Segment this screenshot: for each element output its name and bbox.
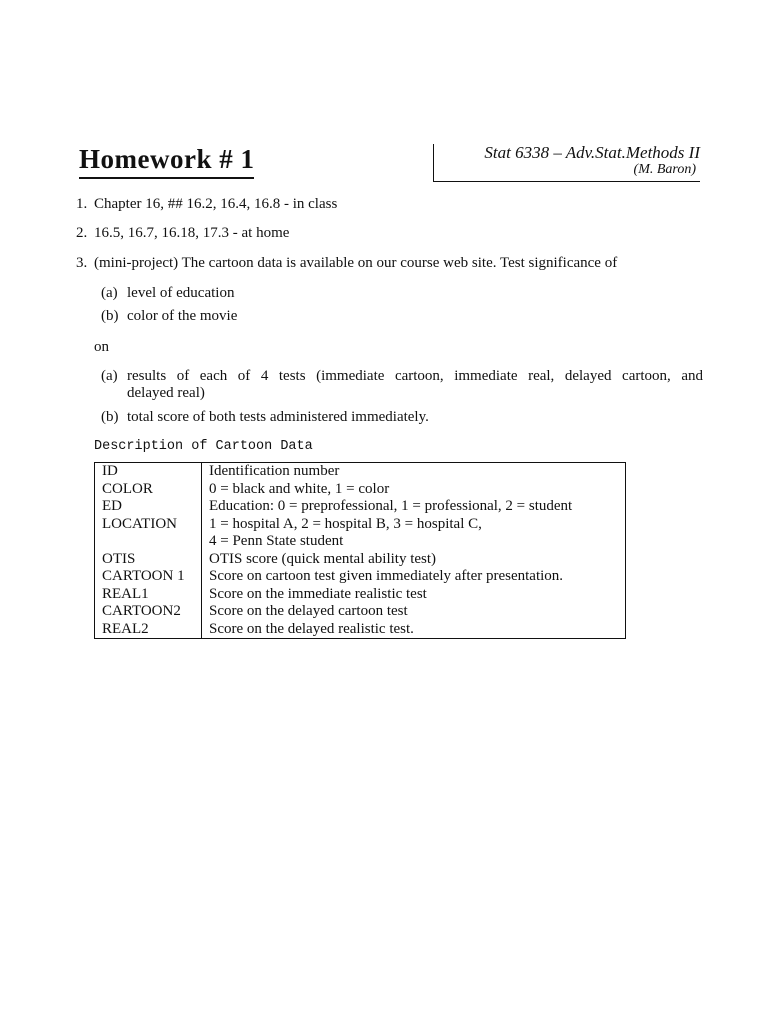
variable-description: OTIS score (quick mental ability test)	[209, 550, 437, 567]
factor-text: level of education	[127, 285, 235, 301]
variable-description: Score on the delayed cartoon test	[209, 603, 408, 619]
course-info-box	[433, 144, 700, 182]
variable-name: COLOR	[95, 481, 202, 499]
instructor-name: (M. Baron)	[633, 162, 696, 177]
table-row	[95, 568, 626, 586]
variable-description: Score on the immediate realistic test	[209, 585, 427, 602]
problem-number: 1.	[76, 196, 88, 212]
course-name: Stat 6338 – Adv.Stat.Methods II	[484, 143, 700, 162]
factor-text: color of the movie	[127, 308, 238, 324]
response-label: (a)	[101, 368, 118, 384]
table-row	[95, 498, 626, 516]
table-row	[95, 603, 626, 621]
problem-number: 3.	[76, 255, 88, 271]
table-row	[95, 586, 626, 604]
table-row	[95, 516, 626, 534]
response-label: (b)	[101, 409, 119, 425]
problem-number: 2.	[76, 225, 88, 241]
variable-name: ID	[95, 463, 202, 481]
table-caption: Description of Cartoon Data	[94, 439, 313, 454]
table-row	[95, 551, 626, 569]
page-title: Homework # 1	[79, 142, 254, 179]
variable-name: CARTOON 1	[95, 568, 202, 586]
problem-text: (mini-project) The cartoon data is available on our course web site. Test significance of	[94, 255, 618, 271]
variable-name: REAL1	[95, 586, 202, 604]
table-row	[95, 463, 626, 481]
variable-name: CARTOON2	[95, 603, 202, 621]
variable-description: 1 = hospital A, 2 = hospital B, 3 = hospital C,	[209, 515, 482, 532]
variable-description: Score on cartoon test given immediately after presentation.	[209, 568, 564, 584]
factor-label: (b)	[101, 308, 119, 324]
variable-name: REAL2	[95, 621, 202, 639]
variable-description: 4 = Penn State student	[209, 533, 344, 549]
variable-name: LOCATION	[95, 516, 202, 534]
problem-text: Chapter 16, ## 16.2, 16.4, 16.8 - in class	[94, 196, 338, 212]
problem-text: 16.5, 16.7, 16.18, 17.3 - at home	[94, 225, 290, 241]
variable-description: Education: 0 = preprofessional, 1 = professional, 2 = student	[209, 498, 573, 514]
variable-name	[95, 533, 202, 551]
factor-label: (a)	[101, 285, 118, 301]
variable-name: ED	[95, 498, 202, 516]
response-text: total score of both tests administered immediately.	[127, 409, 429, 425]
variable-name: OTIS	[95, 551, 202, 569]
variable-description: Identification number	[209, 463, 340, 479]
on-word: on	[94, 339, 109, 355]
response-text-line1: results of each of 4 tests (immediate cartoon, immediate real, delayed cartoon, and	[127, 368, 703, 384]
table-row	[95, 621, 626, 639]
variable-description: 0 = black and white, 1 = color	[209, 480, 390, 497]
variable-description: Score on the delayed realistic test.	[209, 620, 414, 637]
cartoon-data-table	[94, 462, 626, 639]
response-text-line2: delayed real)	[127, 385, 205, 401]
table-row	[95, 533, 626, 551]
table-row	[95, 481, 626, 499]
